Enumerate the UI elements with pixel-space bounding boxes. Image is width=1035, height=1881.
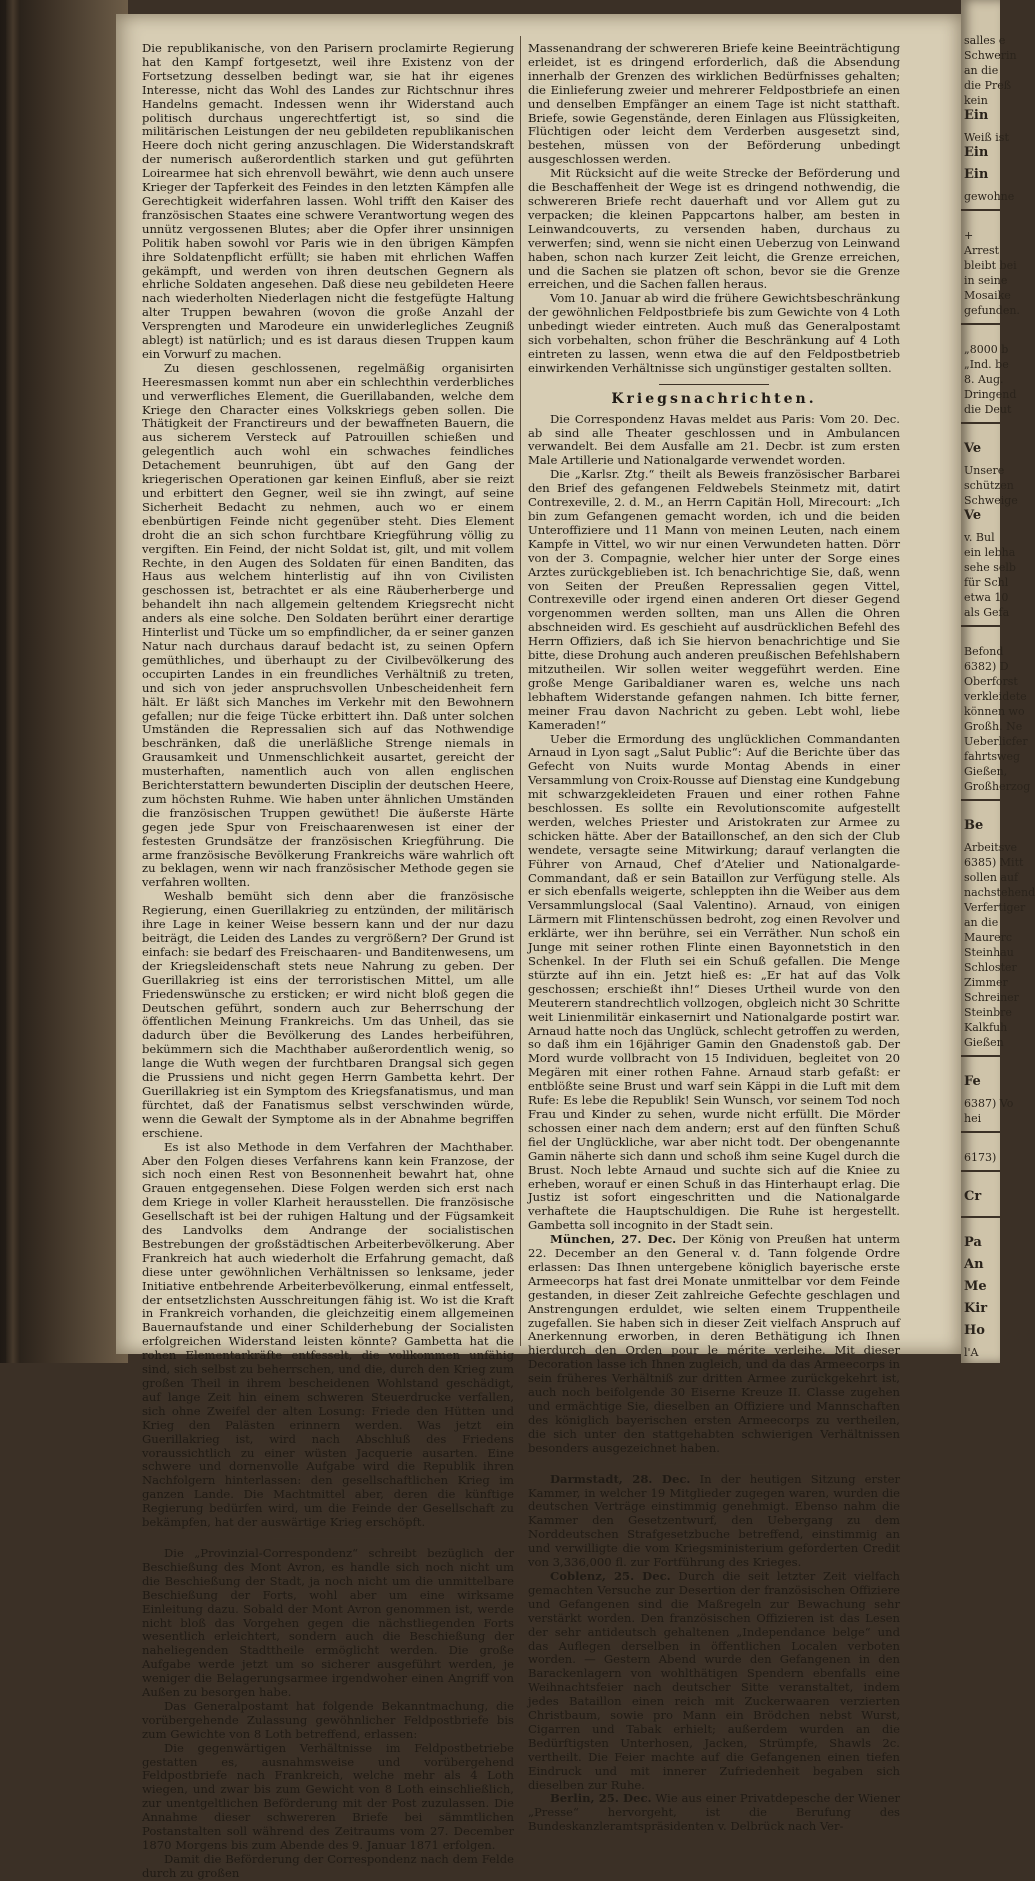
edge-fragment: können wo (964, 705, 1025, 718)
edge-fragment: Ueberlicfer (964, 735, 1028, 748)
article-paragraph: Die „Provinzial-Correspondenz“ schreibt bezüglich der Beschießung des Mont Avron, es handle sich noch nicht um die Beschießung der Stadt, ja noch nicht um die unmittelbare Beschießung der Forts, wohl aber um eine wirksame Einleitung dazu. Sobald der Mont Avron genommen ist, werde nicht bloß das Vorgehen gegen die nächstliegenden Forts wesentlich erleichtert, sondern auch die Beschießung der naheliegenden Stadttheile ermöglicht werden. Die große Aufgabe werde jetzt um so sicherer ausgeführt werden, je weniger die Belagerungsarmee irgendwoher einen Angriff von Außen zu besorgen habe. (142, 1545, 514, 1700)
edge-rule (961, 1216, 1000, 1218)
news-item (528, 1570, 900, 1793)
edge-rule (961, 799, 1000, 801)
edge-fragment: Mosaike (964, 289, 1011, 302)
edge-fragment: ein lebha (964, 546, 1016, 559)
edge-fragment: sollen auf (964, 871, 1019, 884)
edge-fragment: Ein (964, 108, 989, 123)
book-binding (0, 0, 128, 1363)
edge-fragment: 6385) Mitt (964, 856, 1024, 869)
edge-fragment: Kalkfuh (964, 1021, 1008, 1034)
edge-fragment: Arbeitsve (964, 841, 1018, 854)
left-column (142, 41, 514, 1880)
newspaper-page (116, 14, 961, 1880)
edge-fragment: + (964, 229, 974, 242)
article-paragraph: Mit Rücksicht auf die weite Strecke der Beförderung und die Beschaffenheit der Wege ist es dringend nothwendig, die schwereren Briefe recht dauerhaft und vor Allem gut zu verpacken; die kleinen Pappcartons halber, am besten in Leinwandcouverts, zu versenden haben, durchaus zu verwerfen; sind, wenn sie nicht einen Ueberzug von Leinwand haben, schon nach kurzer Zeit leicht, die Grenze erreichen, und die Sachen sie platzen oft schon, bevor sie die Grenze erreichen, und die Sachen fallen heraus. (528, 166, 900, 292)
edge-fragment: Verfertiger (964, 901, 1026, 914)
edge-fragment: Ve (964, 441, 982, 456)
edge-fragment: 6382) D (964, 660, 1009, 673)
binding-edge (6, 0, 20, 1363)
edge-fragment: Dringend (964, 388, 1017, 401)
edge-fragment: gefunden. (964, 304, 1020, 317)
edge-fragment: Arrest (964, 244, 1000, 257)
edge-fragment: Befond (964, 645, 1004, 658)
edge-fragment: Maurerc (964, 931, 1013, 944)
edge-fragment: Gießen, (964, 765, 1008, 778)
edge-fragment: als Gefa (964, 606, 1010, 619)
news-dateline: Coblenz, 25. Dec. (550, 1568, 671, 1583)
edge-fragment: fahrtsweg (964, 750, 1021, 763)
edge-fragment: Ho (964, 1323, 985, 1338)
column-rule (520, 36, 521, 1346)
edge-fragment: Schreiner (964, 991, 1019, 1004)
news-item (528, 413, 900, 469)
edge-rule (961, 1170, 1000, 1172)
edge-fragment: Unsere (964, 464, 1005, 477)
article-paragraph: Es ist also Methode in dem Verfahren der Machthaber. Aber den Folgen dieses Verfahrens kann kein Franzose, der sich noch einen Rest von Besonnenheit bewahrt hat, ohne Grauen entgegensehen. Diese Folgen werden sich erst nach dem Kriege in voller Klarheit herausstellen. Die französische Gesellschaft ist bei der ruhigen Haltung und der Fügsamkeit des Landvolks dem Andrange der socialistischen Bestrebungen der großstädtischen Arbeiterbevölkerung. Aber Frankreich hat auch wiederholt die Erfahrung gemacht, daß diese unter gewöhnlichen Verhältnissen so lenksame, jeder Initiative entbehrende Arbeiterbevölkerung, einmal entfesselt, der entsetzlichsten Ausschreitungen fähig ist. Wo ist die Kraft in Frankreich vorhanden, die gleichzeitig einem allgemeinen Bauernaufstande und einer Schilderhebung der Socialisten erfolgreichen Widerstand leisten könnte? Gambetta hat die rohen Elementarkräfte entfesselt, die vollkommen unfähig sind, sich selbst zu beherrschen, und die, durch den Krieg zum großen Theil in ihrem bescheidenen Wohlstand geschädigt, auf lange Zeit hin einem schweren Steuerdrucke verfallen, sich ohne Zweifel der alten Losung: Friede den Hütten und Krieg den Palästen erinnern werden. Was jetzt ein Guerillakrieg ist, wird nach Abschluß des Friedens voraussichtlich zu einer wüsten Jacquerie ausarten. Eine schwere und dornenvolle Aufgabe wird die Republik ihren Nachfolgern hinterlassen: den gesellschaftlichen Krieg im ganzen Lande. Die Machtmittel aber, deren die künftige Regierung bedürfen wird, um die Feinde der Gesellschaft zu bekämpfen, hat der auswärtige Krieg erschöpft. (142, 1139, 514, 1530)
edge-fragment: Steinhau (964, 946, 1014, 959)
section-heading: Kriegsnachrichten. (611, 390, 817, 407)
edge-fragment: an die (964, 64, 999, 77)
edge-fragment: l'A (964, 1346, 979, 1359)
edge-fragment: schützen (964, 479, 1014, 492)
edge-fragment: Ve (964, 508, 982, 523)
article-paragraph: Die gegenwärtigen Verhältnisse im Feldpostbetriebe gestatten es, ausnahmsweise und vorübergehend Feldpostbriefe nach Frankreich, welche mehr als 4 Loth wiegen, und zwar bis zum Gewicht von 8 Loth einschließlich, zur unentgeltlichen Beförderung mit der Post zuzulassen. Die Annahme dieser schwereren Briefe bei sämmtlichen Postanstalten soll während des Zeitraums vom 27. December 1870 Morgens bis zum Abende des 9. Januar 1871 erfolgen. (142, 1740, 514, 1852)
article-paragraph: Damit die Beförderung der Correspondenz nach dem Felde durch zu großen (142, 1851, 514, 1880)
news-text: Durch die seit letzter Zeit vielfach gemachten Versuche zur Desertion der französischen Offiziere und Gefangenen sind die Maßregeln zur Bewachung sehr verstärkt worden. Den französischen Offizieren ist das Lesen der sehr antideutsch gehaltenen „Independance belge“ und das Auflegen derselben in öffentlichen Localen verboten worden. — Gestern Abend wurde den Gefangenen in den Barackenlagern von wohlthätigen Spendern ebenfalls eine Weihnachtsfeier nach deutscher Sitte veranstaltet, indem jedes Bataillon einen reich mit Zuckerwaaren verzierten Christbaum, sowie pro Mann ein Brödchen nebst Wurst, Cigarren und Tabak erhielt; außerdem wurden an die Bedürftigsten Unterhosen, Jacken, Strümpfe, Shawls 2c. vertheilt. Die Feier machte auf die Gefangenen einen tiefen Eindruck und mit innerer Zufriedenheit begaben sich dieselben zur Ruhe. (528, 1568, 900, 1792)
news-item (528, 733, 900, 1234)
news-dateline: Berlin, 25. Dec. (550, 1791, 652, 1806)
edge-fragment: für Schl (964, 576, 1009, 589)
edge-fragment: Cr (964, 1189, 982, 1204)
edge-fragment: Fe (964, 1074, 981, 1089)
news-dateline: Darmstadt, 28. Dec. (550, 1471, 691, 1486)
edge-fragment: hei (964, 1112, 982, 1125)
article-paragraph: Die republikanische, von den Parisern proclamirte Regierung hat den Kampf fortgesetzt, weil ihre Existenz von der Fortsetzung desselben bedingt war, sie hat ihr eigenes Interesse, nicht das Wohl des Landes zur Richtschnur ihres Handelns gemacht. Indessen wenn ihr Widerstand auch politisch durchaus ungerechtfertigt ist, so sind die militärischen Leistungen der neu gebildeten republikanischen Heere doch nicht gering anzuschlagen. Die Widerstandskraft der numerisch außerordentlich starken und gut geführten Loirearmee hat sich ehrenvoll bewährt, wie denn auch unsere Krieger der Tapferkeit des Feindes in den letzten Kämpfen alle Gerechtigkeit widerfahren lassen. Wohl trifft den Kaiser des französischen Staates eine schwere Verantwortung wegen des unnütz vergossenen Blutes; aber die Opfer ihrer unsinnigen Politik haben sowohl vor Paris wie in den übrigen Kämpfen ihre Soldatenpflicht erfüllt; sie haben mit ehrlichen Waffen gekämpft, und werden von ihren deutschen Gegnern als ehrliche Soldaten angesehen. Daß diese neu gebildeten Heere nach wiederholten Niederlagen nicht die festgefügte Haltung alter Truppen bewahren (wovon die große Anzahl der Versprengten und Marodeure ein unwiderlegliches Zeugniß ablegt) ist natürlich; und es ist daraus diesen Truppen kaum ein Vorwurf zu machen. (142, 41, 514, 361)
section-divider (659, 384, 769, 385)
edge-fragment: Ein (964, 145, 989, 160)
edge-fragment: die Preß (964, 79, 1012, 92)
edge-fragment: die Deut (964, 403, 1012, 416)
news-text: Der König von Preußen hat unterm 22. December an den General v. d. Tann folgende Ordre erlassen: Das Ihnen untergebene königlich bayerische erste Armeecorps hat fast drei Monate unmittelbar vor dem Feinde gestanden, in dieser Zeit zahlreiche Gefechte geschlagen und Anstrengungen erduldet, wie selten einem Truppentheile zugefallen. Sie haben sich in dieser Zeit vielfach Anspruch auf Anerkennung erworben, in deren Bethätigung ich Ihnen hierdurch den Orden pour le mérite verleihe. Mit dieser Decoration lasse ich Ihnen zugleich, und da das Armeecorps in sein früheres Verhältniß zur dritten Armee zurückgekehrt ist, auch noch beifolgende 30 Eiserne Kreuze II. Classe zugehen und ermächtige Sie, dieselben an Offiziere und Mannschaften des königlich bayerischen ersten Armeecorps zu vertheilen, die sich unter den stattgehabten schwierigen Verhältnissen besonders ausgezeichnet haben. (528, 1232, 900, 1455)
edge-rule (961, 209, 1000, 211)
edge-fragment: Me (964, 1279, 987, 1294)
edge-rule (961, 625, 1000, 627)
news-dateline: München, 27. Dec. (550, 1232, 677, 1247)
edge-fragment: „8000 b (964, 343, 1009, 356)
edge-fragment: in seine (964, 274, 1008, 287)
edge-fragment: Ein (964, 167, 989, 182)
article-paragraph: Vom 10. Januar ab wird die frühere Gewichtsbeschränkung der gewöhnlichen Feldpostbriefe bis zum Gewichte von 4 Loth unbedingt wieder eintreten. Auch muß das Generalpostamt sich vorbehalten, schon früher die Beschränkung auf 4 Loth eintreten zu lassen, wenn etwa die auf den Feldpostbetrieb einwirkenden Verhältnisse sich ungünstiger gestalten sollten. (528, 291, 900, 375)
news-list (528, 1473, 900, 1835)
news-item (528, 1233, 900, 1456)
article-paragraph: Das Generalpostamt hat folgende Bekanntmachung, die vorübergehende Zulassung gewöhnlicher Feldpostbriefe bis zum Gewichte von 8 Loth betreffend, erlassen: (142, 1698, 514, 1741)
edge-rule (961, 323, 1000, 325)
section-divider (659, 1464, 769, 1465)
right-column (528, 41, 901, 1834)
edge-fragment: Pa (964, 1235, 982, 1250)
news-text: Die Correspondenz Havas meldet aus Paris: Vom 20. Dec. ab sind alle Theater geschlossen und in Ambulancen verwandelt. Bei dem Ausfalle am 21. Decbr. ist zum ersten Male Artillerie und Nationalgarde verwendet worden. (528, 411, 900, 468)
news-item (528, 1792, 900, 1834)
edge-rule (961, 422, 1000, 424)
edge-fragment: Kir (964, 1301, 988, 1316)
edge-fragment: Schloster (964, 961, 1017, 974)
edge-rule (961, 1055, 1000, 1057)
edge-fragment: Be (964, 818, 984, 833)
article-paragraph: Massenandrang der schwereren Briefe keine Beeinträchtigung erleidet, ist es dringend erforderlich, daß die Absendung innerhalb der Grenzen des wirklichen Bedürfnisses gehalten; die Einlieferung zweier und mehrerer Feldpostbriefe an einen und denselben Empfänger an einem Tage ist nicht statthaft. Briefe, sowie Gegenstände, deren Einlagen aus Flüssigkeiten, Flüchtigen oder leicht dem Verderben ausgesetzt sind, bestehen, müssen von der Beförderung unbedingt ausgeschlossen werden. (528, 41, 900, 167)
edge-fragment: An (964, 1257, 984, 1272)
edge-fragment: kein (964, 94, 988, 107)
article-paragraph: Zu diesen geschlossenen, regelmäßig organisirten Heeresmassen kommt nun aber ein schlechthin verderbliches und verwerfliches Element, die Guerillabanden, welche dem Kriege den Character eines Volkskriegs geben sollen. Die Thätigkeit der Franctireurs und der bewaffneten Bauern, die aus sicherem Versteck auf Patrouillen schießen und gelegentlich auch wohl ein schwaches feindliches Detachement beunruhigen, übt auf den Gang der kriegerischen Operationen gar keinen Einfluß, aber sie reizt und erbittert den Gegner, weil sie ihn zwingt, auf seine Sicherheit Bedacht zu nehmen, auch wo er einem ebenbürtigen Feinde nicht gegenüber steht. Dies Element droht die an sich schon furchtbare Kriegführung völlig zu vergiften. Ein Feind, der nicht Soldat ist, gilt, und mit vollem Rechte, in den Augen des Soldaten für einen Banditen, das Haus aus welchem hinterlistig auf ihn von Civilisten geschossen ist, betrachtet er als eine Räuberherberge und behandelt ihn nach allgemein geltendem Kriegsrecht nicht anders als eine solche. Den Soldaten berührt einer derartige Hinterlist und Tücke um so empfindlicher, da er seiner ganzen Natur nach durchaus darauf bedacht ist, zu seinen Opfern gemüthliches, und überhaupt zu der Civilbevölkerung des occupirten Landes in ein freundliches Verhältniß zu treten, und sich von jeder anspruchsvollen Unbescheidenheit fern hält. Er läßt sich Manches im Verkehr mit den Bewohnern gefallen; nur die feige Tücke erbittert ihn. Daß unter solchen Umständen die Repressalien sich auf das Nothwendige beschränken, daß die unerläßliche Strenge niemals in Grausamkeit und Unmenschlichkeit ausartet, gereicht der musterhaften, namentlich auch von allen englischen Berichterstattern bewunderten Disciplin der deutschen Heere, zum höchsten Ruhme. Wie haben unter ähnlichen Umständen die französischen Truppen gewüthet! Die äußerste Härte gegen jede Spur von Freischaarenwesen ist einer der festesten Grundsätze der französischen Kriegführung. Die arme französische Bevölkerung Frankreichs wäre wahrlich oft zu beklagen, wenn wir nach französischer Methode gegen sie verfahren wollten. (142, 360, 514, 890)
news-text: Ueber die Ermordung des unglücklichen Commandanten Arnaud in Lyon sagt „Salut Public“: Auf die Berichte über das Gefecht von Nuits wurde Montag Abends in einer Versammlung von Croix-Rousse auf Dienstag eine Kundgebung mit schwarzgekleideten Frauen und einer rothen Fahne beschlossen. Es sollte ein Revolutionscomite aufgestellt werden, welches Priester und Aristokraten zur Armee zu schicken hätte. Aber der Bataillonschef, an den sich der Club wendete, versagte seine Mitwirkung; darauf verlangten die Führer von Arnaud, Chef d’Atelier und Nationalgarde-Commandant, daß er sein Bataillon zur Verfügung stelle. Als er sich ebenfalls weigerte, schleppten ihn die Weiber aus dem Versammlungslocal (Saal Valentino). Arnaud, von einigen Lärmern mit Flintenschüssen bedroht, zog einen Revolver und erklärte, wer ihn berühre, sei ein Verräther. Nun schoß ein Junge mit seiner rothen Flinte einen Bayonnetstich in den Schenkel. In der Fluth sei ein Schuß gefallen. Die Menge stürzte auf ihn ein. Jetzt hieß es: „Er hat auf das Volk geschossen; erschießt ihn!“ Dieses Urtheil wurde von den Meuterern standrechtlich vollzogen, obgleich nicht 30 Schritte weit Linienmilitär einkasernirt und Nationalgarde postirt war. Arnaud hatte noch das Unglück, schlecht getroffen zu werden, so daß ihm ein 16jähriger Gamin den Gnadenstoß gab. Der Mord wurde vollbracht von 15 Individuen, begleitet von 20 Megären mit einer rothen Fahne. Arnaud starb gefaßt: er entblößte seine Brust und warf sein Käppi in die Luft mit dem Rufe: Es lebe die Republik! Sein Wunsch, vor seinem Tod noch Frau und Kinder zu sehen, wurde nicht erfüllt. Die Mörder schossen einer nach dem andern; erst auf den fünften Schuß fiel der Unglückliche, war aber nicht todt. Der obengenannte Gamin näherte sich dann und schoß ihm seine Kugel durch die Brust. Noch lebte Arnaud und suchte sich auf die Kniee zu erheben, worauf er einen Schuß in das Hinterhaupt erlag. Die Justiz ist sofort eingeschritten und die Nationalgarde verhaftete die Hauptschuldigen. Die Ruhe ist hergestellt. Gambetta soll incognito in der Stadt sein. (528, 731, 900, 1233)
news-item (528, 468, 900, 732)
news-item (528, 1473, 900, 1570)
article-paragraph: Weshalb bemüht sich denn aber die französische Regierung, einen Guerillakrieg zu entzünden, der militärisch ihre Lage in keiner Weise bessern kann und der nur dazu beiträgt, die Leiden des Landes zu vergrößern? Der Grund ist einfach: sie bedarf des Freischaaren- und Banditenwesens, um der Kriegsleidenschaft stets neue Nahrung zu geben. Der Guerillakrieg ist eins der terroristischen Mittel, um alle Friedenswünsche zu ersticken; er wird nicht bloß gegen die Deutschen geführt, sondern auch zur Beherrschung der öffentlichen Meinung Frankreichs. Um das Unheil, das sie dadurch über die Bevölkerung des Landes herbeiführen, bekümmern sich die Machthaber außerordentlich wenig, so lange die Wuth wegen der furchtbaren Drangsal sich gegen die Prussiens und nicht gegen Herrn Gambetta kehrt. Der Guerillakrieg ist ein Symptom des Kriegsfanatismus, und man fürchtet, daß der Fanatismus selbst verschwinden würde, wenn die Gewalt der Symptome als in der Abnahme begriffen erschiene. (142, 889, 514, 1140)
edge-fragment: gewohne (964, 190, 1015, 203)
edge-fragment: Oberforst (964, 675, 1018, 688)
news-text: Wie aus einer Privatdepesche der Wiener „Presse“ hervorgeht, ist die Berufung des Bundeskanzleramtspräsidenten v. Delbrück nach Ver- (528, 1791, 901, 1834)
edge-fragment: an die (964, 916, 999, 929)
edge-fragment: Steinbre (964, 1006, 1012, 1019)
edge-fragment: Schweige (964, 494, 1018, 507)
edge-fragment: Großh. Ne (964, 720, 1023, 733)
edge-fragment: Weiß ist (964, 131, 1009, 144)
edge-fragment: nachstehend (964, 886, 1035, 899)
section-divider (273, 1538, 383, 1539)
edge-fragment: Zimmer (964, 976, 1008, 989)
edge-fragment: „Ind. be (964, 358, 1009, 371)
news-text: In der heutigen Sitzung erster Kammer, in welcher 19 Mitglieder zugegen waren, wurden die deutschen Verträge einstimmig genehmigt. Ebenso nahm die Kammer den Gesetzentwurf, den Uebergang zu dem Norddeutschen Strafgesetzbuche betreffend, einstimmig an und verwilligte die vom Kriegsministerium geforderten Credit von 3,336,000 fl. zur Fortführung des Krieges. (528, 1471, 901, 1570)
edge-fragment: Gießen (964, 1036, 1004, 1049)
edge-fragment: v. Bul (964, 531, 995, 544)
edge-fragment: 8. Aug. (964, 373, 1004, 386)
edge-fragment: etwa 10 (964, 591, 1009, 604)
adjacent-page-edge (961, 0, 1035, 1363)
edge-fragment: salles e (964, 34, 1006, 47)
edge-fragment: 6387) Vo (964, 1097, 1014, 1110)
edge-fragment: verkleidete (964, 690, 1027, 703)
news-text: Die „Karlsr. Ztg.“ theilt als Beweis französischer Barbarei den Brief des gefangenen Feldwebels Steinmetz mit, datirt Contrexeville, 2. d. M., an Herrn Capitän Holl, Mirecourt: „Ich bin zum Gefangenen gemacht worden, ich und die beiden Unteroffiziere und 11 Mann von meinen Leuten, nach einem Kampfe in Vittel, wo wir nur einen Verwundeten hatten. Dörr von der 3. Compagnie, welcher hier unter der Sorge eines Arztes zurückgeblieben ist. Ich benachrichtige Sie, daß, wenn von Seiten der Preußen Repressalien gegen Vittel, Contrexeville oder irgend einen anderen Ort dieser Gegend vorgenommen werden sollten, man uns Allen die Ohren abschneiden wird. Es geschieht auf ausdrücklichen Befehl des Herrn Offiziers, daß ich Sie hiervon benachrichtige und Sie bitte, diese Drohung auch anderen preußischen Befehlshabern mitzutheilen. Wir sollen weiter weggeführt werden. Eine große Menge Garibaldianer waren es, welche uns nach lebhaftem Widerstande gefangen nahmen. Ich bitte ferner, meiner Frau davon Nachricht zu geben. Lebt wohl, liebe Kameraden!“ (528, 467, 900, 732)
edge-fragment: 6173) (964, 1151, 997, 1164)
edge-fragment: bleibt bei (964, 259, 1017, 272)
edge-fragment: Großherzog (964, 780, 1031, 793)
edge-rule (961, 1131, 1000, 1133)
edge-fragment: sehe selb (964, 561, 1016, 574)
news-list (528, 413, 900, 1456)
edge-fragment: Schwerin (964, 49, 1017, 62)
